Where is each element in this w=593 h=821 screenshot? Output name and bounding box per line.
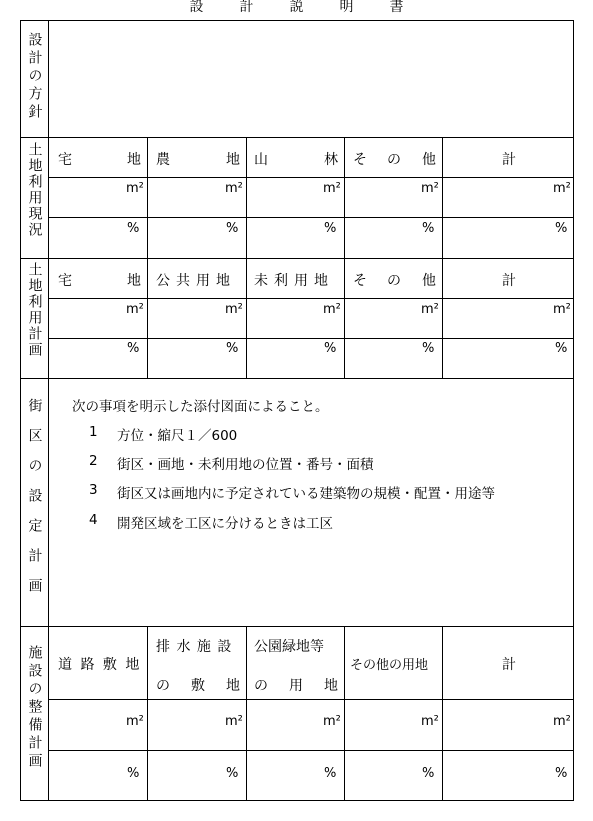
grid-line xyxy=(442,137,443,258)
item-text: 街区・画地・未利用地の位置・番号・面積 xyxy=(117,457,374,473)
header-char: 林 xyxy=(324,152,338,168)
current-header-total: 計 xyxy=(502,152,516,168)
header-char: 地 xyxy=(127,152,141,168)
percent-unit: % xyxy=(422,221,435,236)
section-label-policy xyxy=(20,32,48,122)
title-char: 明 xyxy=(339,0,354,15)
vertical-text: 施設の整備計画 xyxy=(26,645,43,771)
percent-unit: % xyxy=(127,221,140,236)
plan-header-total: 計 xyxy=(502,273,516,289)
area-unit: m² xyxy=(553,714,571,729)
plan-header-public: 公共用地 xyxy=(156,273,236,289)
header-char: 他 xyxy=(422,273,436,289)
header-char: そ xyxy=(353,273,367,289)
block-intro: 次の事項を明示した添付図面によること。 xyxy=(72,399,329,415)
grid-line xyxy=(48,217,574,218)
percent-unit: % xyxy=(127,341,140,356)
title-char: 計 xyxy=(239,0,254,15)
area-unit: m² xyxy=(323,181,341,196)
grid-line xyxy=(48,338,574,339)
item-number: 4 xyxy=(89,512,98,528)
divider xyxy=(20,258,574,259)
area-unit: m² xyxy=(126,302,144,317)
area-unit: m² xyxy=(421,302,439,317)
plan-header-unused: 未利用地 xyxy=(254,273,334,289)
grid-line xyxy=(344,258,345,378)
area-unit: m² xyxy=(421,181,439,196)
document-title xyxy=(0,0,593,14)
area-unit: m² xyxy=(225,714,243,729)
percent-unit: % xyxy=(555,221,568,236)
facility-header-road: 道 路 敷 地 xyxy=(58,657,142,673)
section-label-land-use-current xyxy=(20,142,48,238)
grid-line xyxy=(48,750,574,751)
percent-unit: % xyxy=(422,766,435,781)
divider xyxy=(20,626,574,627)
percent-unit: % xyxy=(555,766,568,781)
title-char: 説 xyxy=(289,0,304,15)
grid-line xyxy=(442,258,443,378)
facility-header-park: 公園緑地等 xyxy=(254,639,324,655)
header-char: 地 xyxy=(127,273,141,289)
percent-unit: % xyxy=(226,341,239,356)
area-unit: m² xyxy=(323,302,341,317)
area-unit: m² xyxy=(126,181,144,196)
area-unit: m² xyxy=(225,302,243,317)
item-number: 1 xyxy=(89,424,98,440)
section-label-facility-plan xyxy=(20,645,48,771)
area-unit: m² xyxy=(126,714,144,729)
grid-line xyxy=(344,137,345,258)
percent-unit: % xyxy=(127,766,140,781)
header-char: 地 xyxy=(324,678,338,694)
vertical-text: 設計の方針 xyxy=(26,32,43,122)
grid-line xyxy=(442,626,443,801)
header-char: 宅 xyxy=(58,273,72,289)
area-unit: m² xyxy=(553,181,571,196)
grid-line xyxy=(48,699,574,700)
header-char: 敷 xyxy=(191,678,205,694)
header-char: の xyxy=(387,273,401,289)
header-char: の xyxy=(156,678,170,694)
area-unit: m² xyxy=(225,181,243,196)
grid-line xyxy=(246,626,247,801)
grid-line xyxy=(147,137,148,258)
header-char: 用 xyxy=(289,678,303,694)
grid-line xyxy=(48,298,574,299)
percent-unit: % xyxy=(324,341,337,356)
divider xyxy=(20,378,574,379)
area-unit: m² xyxy=(323,714,341,729)
section-label-block-plan xyxy=(20,398,48,608)
percent-unit: % xyxy=(324,766,337,781)
header-char: の xyxy=(387,152,401,168)
grid-line xyxy=(147,626,148,801)
grid-line xyxy=(246,258,247,378)
facility-header-drainage: 排 水 施 設 xyxy=(156,639,233,655)
item-number: 3 xyxy=(89,482,98,498)
header-char: 地 xyxy=(226,152,240,168)
percent-unit: % xyxy=(422,341,435,356)
percent-unit: % xyxy=(324,221,337,236)
facility-header-other: その他の用地 xyxy=(350,658,429,673)
item-text: 街区又は画地内に予定されている建築物の規模・配置・用途等 xyxy=(117,486,495,502)
title-char: 設 xyxy=(189,0,204,15)
grid-line xyxy=(344,626,345,801)
header-char: の xyxy=(254,678,268,694)
area-unit: m² xyxy=(553,302,571,317)
grid-line xyxy=(48,177,574,178)
header-char: 山 xyxy=(254,152,268,168)
title-char: 書 xyxy=(389,0,404,15)
grid-line xyxy=(147,258,148,378)
item-text: 方位・縮尺１／600 xyxy=(117,428,238,444)
facility-header-total: 計 xyxy=(502,657,516,673)
item-text: 開発区域を工区に分けるときは工区 xyxy=(117,516,333,532)
divider xyxy=(20,137,574,138)
vertical-text: 土地利用計画 xyxy=(26,262,43,358)
vertical-text: 土地利用現況 xyxy=(26,142,43,238)
header-char: 宅 xyxy=(58,152,72,168)
percent-unit: % xyxy=(555,341,568,356)
percent-unit: % xyxy=(226,221,239,236)
grid-line xyxy=(246,137,247,258)
header-char: 農 xyxy=(156,152,170,168)
percent-unit: % xyxy=(226,766,239,781)
vertical-text: 街区の設定計画 xyxy=(26,398,43,608)
section-label-land-use-plan xyxy=(20,262,48,358)
header-char: 地 xyxy=(226,678,240,694)
area-unit: m² xyxy=(421,714,439,729)
header-char: 他 xyxy=(422,152,436,168)
item-number: 2 xyxy=(89,453,98,469)
header-char: そ xyxy=(353,152,367,168)
